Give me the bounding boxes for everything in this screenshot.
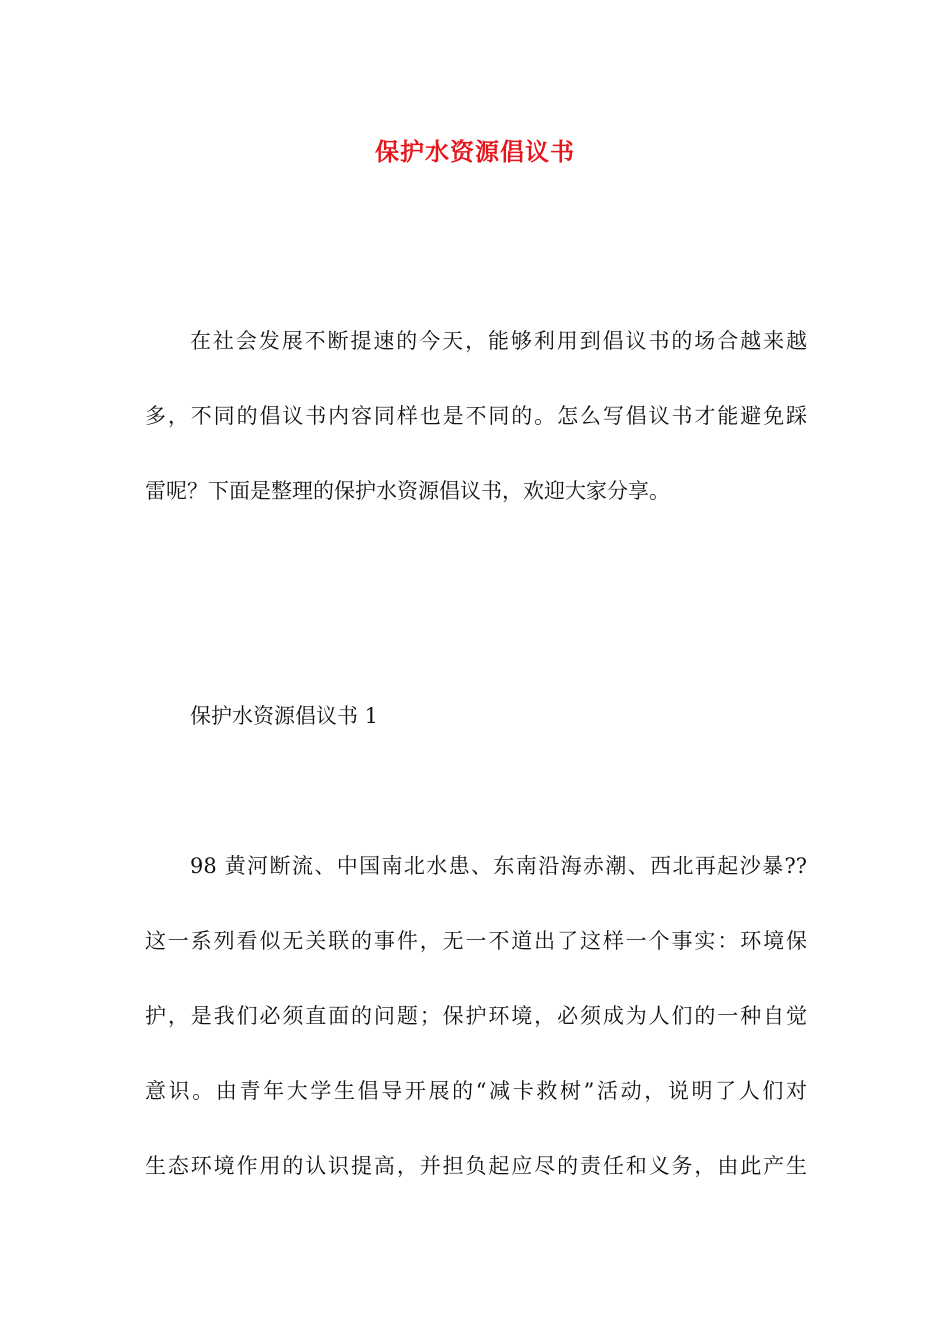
body-line-2: 这一系列看似无关联的事件，无一不道出了这样一个事实：环境保 <box>145 929 807 953</box>
document-title: 保护水资源倡议书 <box>375 137 575 166</box>
intro-line-3: 雷呢？下面是整理的保护水资源倡议书，欢迎大家分享。 <box>145 479 670 503</box>
body-line-5: 生态环境作用的认识提高，并担负起应尽的责任和义务，由此产生 <box>145 1154 807 1178</box>
body-line-1: 98 黄河断流、中国南北水患、东南沿海赤潮、西北再起沙暴?? <box>190 854 807 878</box>
section-heading: 保护水资源倡议书 1 <box>190 704 379 728</box>
intro-line-1: 在社会发展不断提速的今天，能够利用到倡议书的场合越来越 <box>190 329 807 353</box>
intro-line-2: 多，不同的倡议书内容同样也是不同的。怎么写倡议书才能避免踩 <box>145 404 807 428</box>
body-line-3: 护，是我们必须直面的问题；保护环境，必须成为人们的一种自觉 <box>145 1004 807 1028</box>
body-line-4: 意识。由青年大学生倡导开展的“减卡救树”活动，说明了人们对 <box>145 1079 807 1103</box>
